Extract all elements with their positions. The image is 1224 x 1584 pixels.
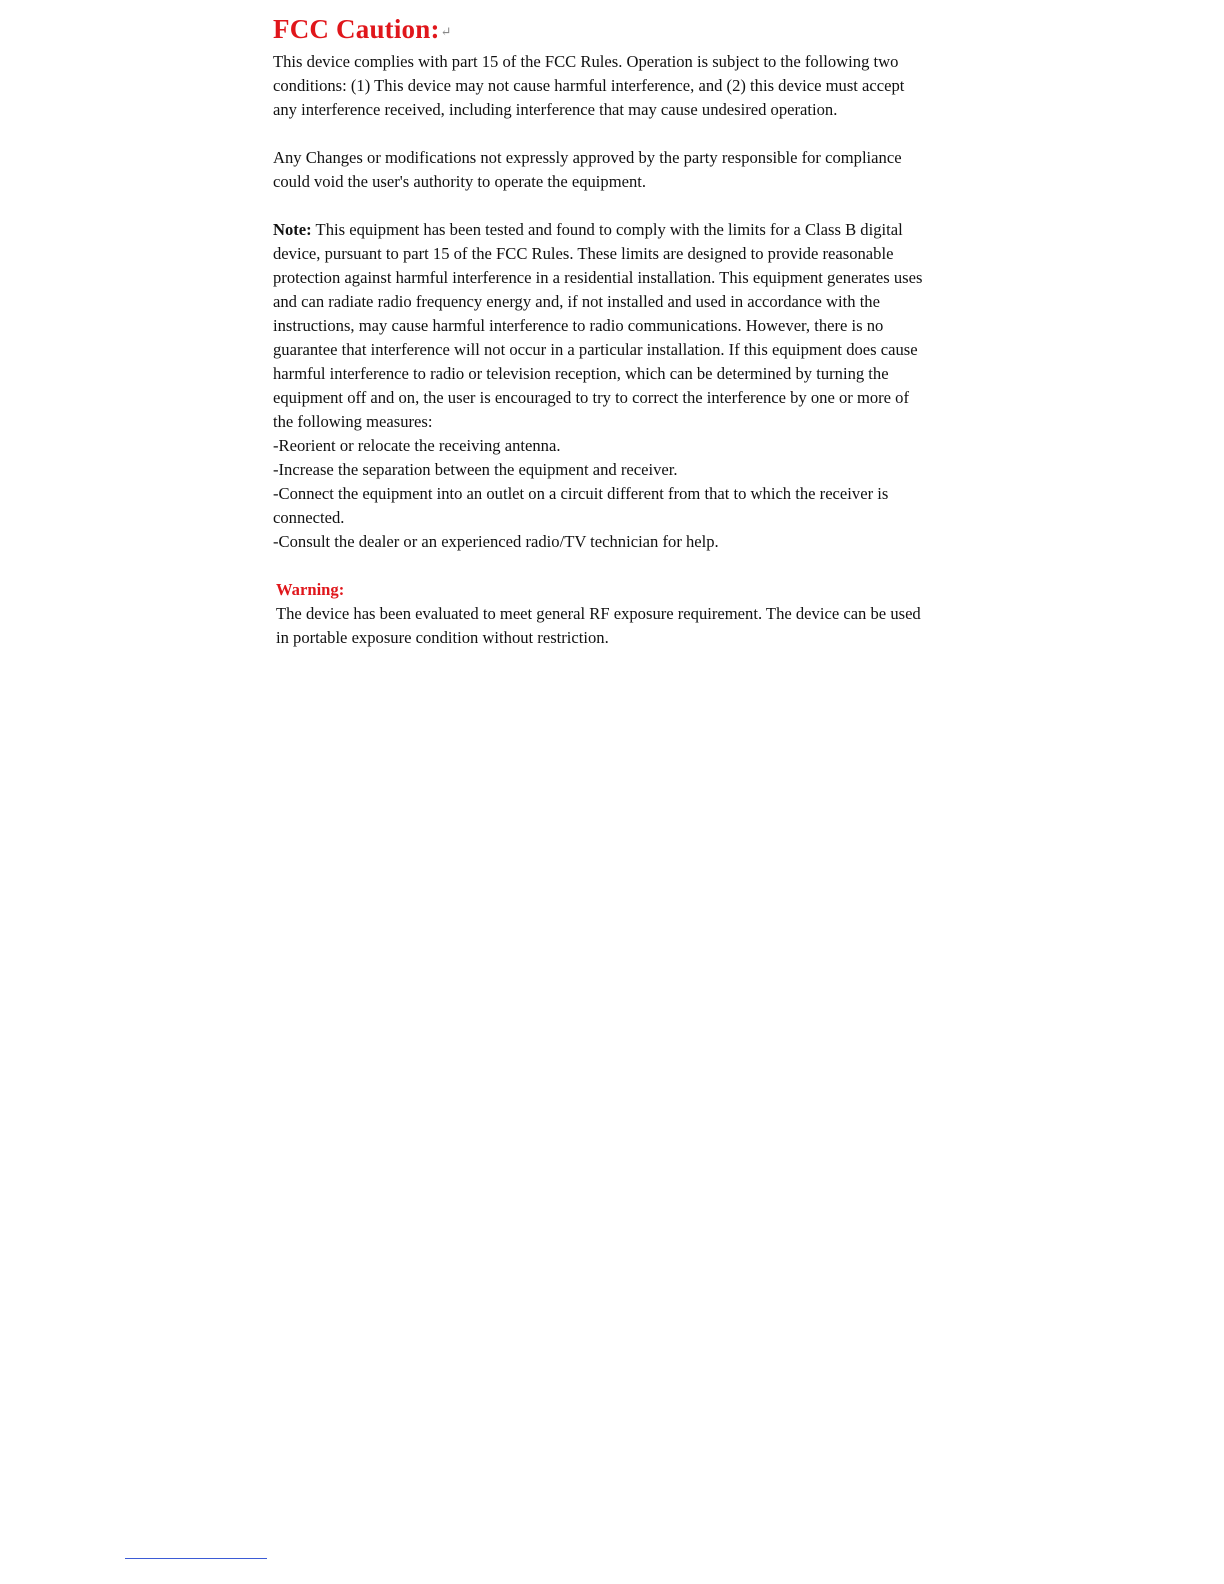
- list-item: -Consult the dealer or an experienced radio/TV technician for help.: [273, 532, 719, 551]
- page-title: FCC Caution:: [273, 14, 440, 44]
- note-text: This equipment has been tested and found to comply with the limits for a Class B digital device, pursuant to part 15 of the FCC Rules. These limits are designed to provide reasonable protection against harmful interference in a residential installation. This equipment generates uses and can radiate radio frequency energy and, if not installed and used in accordance with the instructions, may cause harmful interference to radio communications. However, there is no guarantee that interference will not occur in a particular installation. If this equipment does cause harmful interference to radio or television reception, which can be determined by turning the equipment off and on, the user is encouraged to try to correct the interference by one or more of the following measures:: [273, 220, 923, 431]
- warning-label: Warning:: [276, 580, 345, 599]
- paragraph-spacer: [273, 194, 923, 218]
- list-item: -Connect the equipment into an outlet on a circuit different from that to which the receiver is connected.: [273, 484, 889, 527]
- footnote-separator-line: [125, 1558, 267, 1559]
- list-item: -Increase the separation between the equipment and receiver.: [273, 460, 678, 479]
- paragraph-mark-icon: ↵: [440, 24, 452, 39]
- paragraph-spacer: [273, 122, 923, 146]
- changes-paragraph: Any Changes or modifications not expressly approved by the party responsible for compliance could void the user's authority to operate the equipment.: [273, 148, 902, 191]
- document-body: [273, 12, 923, 650]
- title-row: [273, 12, 923, 46]
- note-label: Note:: [273, 220, 312, 239]
- measures-list: [273, 434, 923, 554]
- warning-text: The device has been evaluated to meet general RF exposure requirement. The device can be used in portable exposure condition without restriction.: [276, 604, 921, 647]
- note-paragraph: [273, 218, 923, 434]
- compliance-paragraph: This device complies with part 15 of the FCC Rules. Operation is subject to the following two conditions: (1) This device may not cause harmful interference, and (2) this device must accept any interference received, including interference that may cause undesired operation.: [273, 52, 905, 119]
- warning-block: [273, 578, 923, 650]
- list-item: -Reorient or relocate the receiving antenna.: [273, 436, 561, 455]
- paragraph-spacer: [273, 554, 923, 578]
